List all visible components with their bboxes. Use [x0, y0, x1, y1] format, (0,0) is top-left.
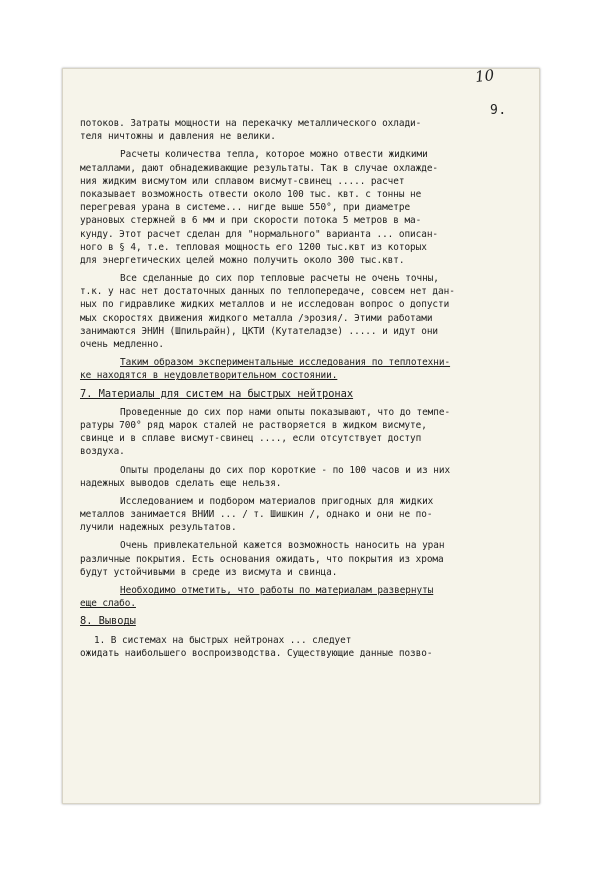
- text-line: перегревая урана в системе... нигде выше 550°, при диаметре: [80, 202, 411, 214]
- text-line: воздуха.: [80, 446, 125, 458]
- text-line: еще слабо.: [80, 598, 136, 610]
- section-heading: 7. Материалы для систем на быстрых нейтронах: [80, 387, 354, 400]
- text-line: металлами, дают обнадеживающие результаты. Так в случае охлажде-: [80, 162, 439, 174]
- text-line: надежных выводов сделать еще нельзя.: [80, 477, 282, 489]
- text-line: ратуры 700° ряд марок сталей не растворяется в жидком висмуте,: [80, 419, 427, 431]
- text-line: различные покрытия. Есть основания ожидать, что покрытия из хрома: [80, 553, 444, 565]
- text-line: лучили надежных результатов.: [80, 522, 237, 534]
- text-line: ного в § 4, т.е. тепловая мощность его 1200 тыс.квт из которых: [80, 241, 427, 253]
- archive-sheet-number: 10: [474, 66, 495, 86]
- text-line: потоков. Затраты мощности на перекачку металлического охлади-: [80, 118, 422, 129]
- text-line: урановых стержней в 6 мм и при скорости потока 5 метров в ма-: [80, 215, 422, 227]
- text-line: будут устойчивыми в среде из висмута и свинца.: [80, 566, 338, 578]
- text-line: 1. В системах на быстрых нейтронах ... следует: [94, 634, 352, 646]
- text-line: Таким образом экспериментальные исследования по теплотехни-: [120, 357, 451, 369]
- text-line: ных по гидравлике жидких металлов и не исследован вопрос о допусти: [80, 299, 450, 311]
- text-line: Проведенные до сих пор нами опыты показывают, что до темпе-: [120, 406, 451, 418]
- text-line: Очень привлекательной кажется возможность наносить на уран: [120, 540, 445, 552]
- text-line: очень медленно.: [80, 339, 164, 350]
- text-line: кунду. Этот расчет сделан для "нормального" варианта ... описан-: [80, 228, 439, 240]
- text-line: мых скоростях движения жидкого металла /эрозия/. Этими работами: [80, 312, 433, 324]
- text-line: металлов занимается ВНИИ ... / т. Шишкин /, однако и они не по-: [80, 509, 433, 521]
- text-line: Исследованием и подбором материалов пригодных для жидких: [120, 495, 434, 507]
- text-line: т.к. у нас нет достаточных данных по теплопередаче, совсем нет дан-: [80, 286, 455, 298]
- text-line: ке находятся в неудовлетворительном состоянии.: [80, 370, 338, 382]
- text-line: Все сделанные до сих пор тепловые расчеты не очень точны,: [120, 273, 439, 285]
- text-line: Опыты проделаны до сих пор короткие - по 100 часов и из них: [120, 464, 451, 476]
- page-number: 9.: [490, 103, 507, 118]
- text-line: Расчеты количества тепла, которое можно отвести жидкими: [120, 149, 428, 161]
- text-line: теля ничтожны и давления не велики.: [80, 131, 276, 143]
- text-line: для энергетических целей можно получить около 300 тыс.квт.: [80, 254, 405, 266]
- section-heading: 8. Выводы: [80, 615, 136, 628]
- text-line: ожидать наибольшего воспроизводства. Существующие данные позво-: [80, 647, 433, 659]
- text-line: занимаются ЭНИН (Шпильрайн), ЦКТИ (Кутателадзе) ..... и идут они: [80, 325, 439, 337]
- text-line: свинце и в сплаве висмут-свинец ...., если отсутствует доступ: [80, 433, 422, 445]
- document-body: [80, 117, 528, 660]
- text-line: Необходимо отметить, что работы по материалам развернуты: [120, 585, 434, 596]
- text-line: ния жидким висмутом или сплавом висмут-свинец ..... расчет: [80, 175, 405, 187]
- text-line: показывает возможность отвести около 100 тыс. квт. с тонны не: [80, 188, 422, 200]
